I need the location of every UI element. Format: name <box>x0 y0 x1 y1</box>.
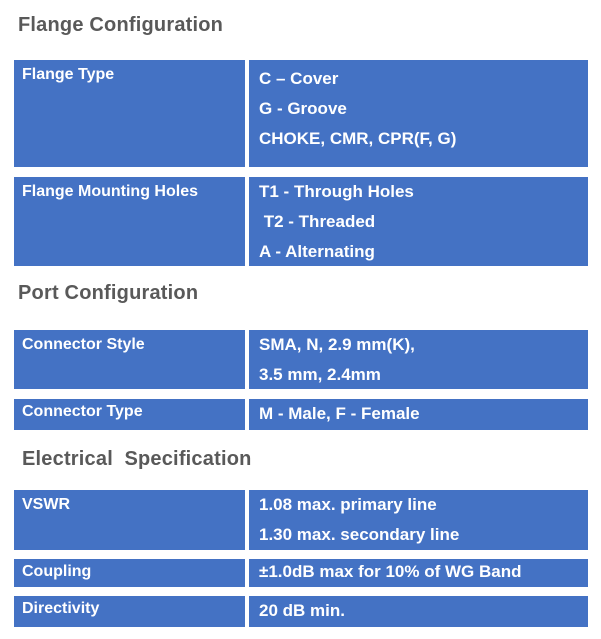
section-title-electrical: Electrical Specification <box>22 448 252 470</box>
value-line: T1 - Through Holes <box>259 182 414 201</box>
table-row-coupling <box>14 559 588 587</box>
label-text: VSWR <box>22 496 70 513</box>
label-text: Connector Type <box>22 403 143 420</box>
value-line: SMA, N, 2.9 mm(K), <box>259 335 415 354</box>
row-value-flange-mounting-holes <box>249 177 588 266</box>
value-line: 1.30 max. secondary line <box>259 525 460 544</box>
label-text: Connector Style <box>22 336 145 353</box>
row-label-flange-type <box>14 60 245 167</box>
value-line: G - Groove <box>259 99 347 118</box>
table-row-directivity <box>14 596 588 627</box>
row-label-connector-style <box>14 330 245 389</box>
label-text: Flange Type <box>22 66 115 83</box>
section-title-port: Port Configuration <box>18 282 199 304</box>
value-line: ±1.0dB max for 10% of WG Band <box>259 562 522 581</box>
value-line: 1.08 max. primary line <box>259 495 437 514</box>
value-line: 20 dB min. <box>259 601 345 620</box>
value-line: 3.5 mm, 2.4mm <box>259 365 381 384</box>
value-line: CHOKE, CMR, CPR(F, G) <box>259 129 457 148</box>
table-row-flange-mounting-holes <box>14 177 588 266</box>
value-line: T2 - Threaded <box>259 212 376 231</box>
table-row-connector-style <box>14 330 588 389</box>
row-label-connector-type <box>14 399 245 430</box>
section-title-flange: Flange Configuration <box>18 14 224 36</box>
value-line: M - Male, F - Female <box>259 404 420 423</box>
row-label-flange-mounting-holes <box>14 177 245 266</box>
row-value-connector-type <box>249 399 588 430</box>
value-line: A - Alternating <box>259 242 375 261</box>
table-row-flange-type <box>14 60 588 167</box>
row-value-coupling <box>249 559 588 587</box>
row-value-flange-type <box>249 60 588 167</box>
table-row-connector-type <box>14 399 588 430</box>
row-label-coupling <box>14 559 245 587</box>
label-text: Coupling <box>22 563 92 580</box>
row-value-vswr <box>249 490 588 550</box>
electrical-spec-table <box>14 490 588 627</box>
flange-config-table <box>14 60 588 266</box>
row-label-directivity <box>14 596 245 627</box>
port-config-table <box>14 330 588 430</box>
row-value-directivity <box>249 596 588 627</box>
row-label-vswr <box>14 490 245 550</box>
value-line: C – Cover <box>259 69 339 88</box>
table-row-vswr <box>14 490 588 550</box>
row-value-connector-style <box>249 330 588 389</box>
label-text: Directivity <box>22 600 100 617</box>
label-text: Flange Mounting Holes <box>22 183 198 200</box>
